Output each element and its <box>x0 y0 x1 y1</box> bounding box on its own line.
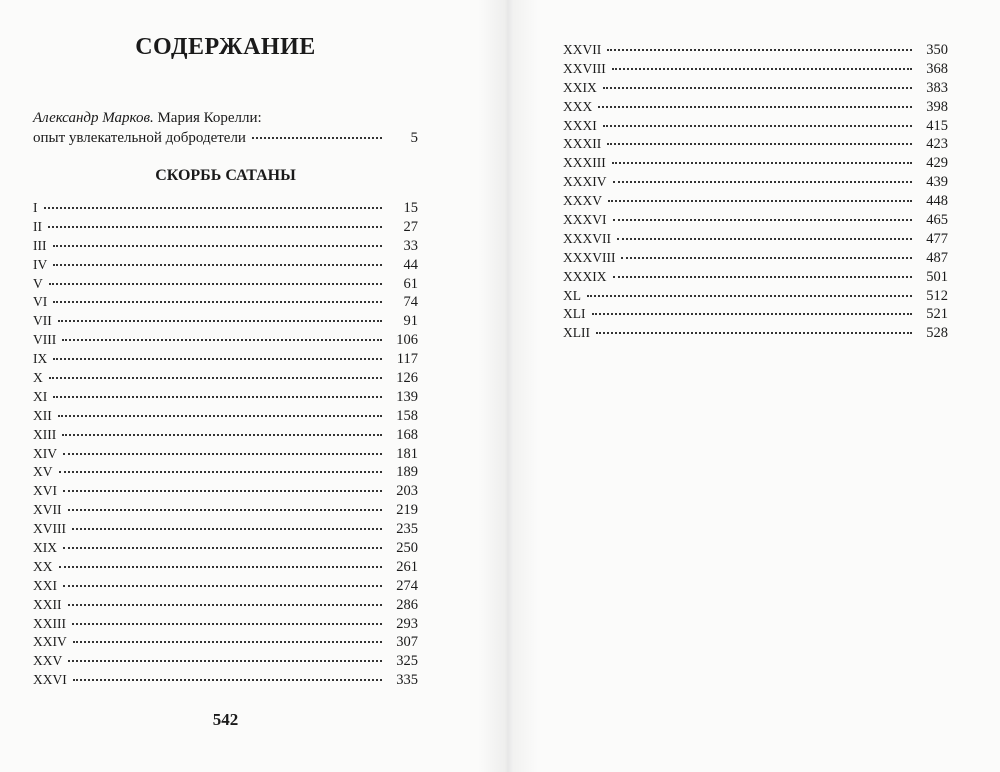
dot-leader <box>62 339 382 341</box>
page-title: СОДЕРЖАНИЕ <box>135 34 316 60</box>
chapter-label: XLI <box>563 306 586 322</box>
dot-leader <box>73 641 382 643</box>
chapter-label: III <box>33 237 47 253</box>
chapter-page-number: 487 <box>926 249 948 266</box>
toc-entry <box>33 199 418 218</box>
dot-leader <box>63 547 382 549</box>
chapter-label: VIII <box>33 332 57 348</box>
toc-entry <box>33 275 418 294</box>
chapter-page-number: 61 <box>403 275 418 292</box>
dot-leader <box>608 200 912 202</box>
chapter-page-number: 286 <box>396 596 418 613</box>
chapter-page-number: 219 <box>396 502 418 519</box>
dot-leader <box>587 295 912 297</box>
toc-entry <box>563 60 948 79</box>
chapter-page-number: 429 <box>926 155 948 172</box>
dot-leader <box>53 264 382 266</box>
chapter-label: XXX <box>563 98 593 114</box>
chapter-page-number: 168 <box>396 426 418 443</box>
dot-leader <box>53 301 382 303</box>
chapter-label: XXXIV <box>563 174 607 190</box>
chapter-label: I <box>33 200 38 215</box>
chapter-label: XXI <box>33 577 57 593</box>
chapter-page-number: 117 <box>396 351 418 368</box>
dot-leader <box>49 283 382 285</box>
chapter-page-number: 521 <box>926 306 948 323</box>
chapter-label: XXII <box>33 596 62 612</box>
chapter-page-number: 512 <box>926 287 948 304</box>
book-gutter <box>478 0 538 772</box>
chapter-label: XXVIII <box>563 60 606 76</box>
intro-entry <box>33 108 418 148</box>
toc-entry <box>563 249 948 268</box>
chapter-label: XVIII <box>33 521 66 537</box>
dot-leader <box>53 245 383 247</box>
chapter-page-number: 181 <box>396 445 418 462</box>
chapter-page-number: 307 <box>396 634 418 651</box>
chapter-page-number: 501 <box>926 268 948 285</box>
dot-leader <box>53 396 382 398</box>
toc-entry <box>563 324 948 343</box>
toc-entry <box>563 287 948 306</box>
chapter-label: XIV <box>33 445 57 461</box>
chapter-label: XXXI <box>563 117 597 133</box>
chapter-page-number: 368 <box>926 60 948 77</box>
dot-leader <box>72 623 382 625</box>
toc-entry <box>563 41 948 60</box>
chapter-label: XIII <box>33 426 57 442</box>
chapter-label: XXVI <box>33 672 67 688</box>
dot-leader <box>58 415 382 417</box>
toc-entry <box>563 192 948 211</box>
dot-leader <box>607 143 912 145</box>
chapter-page-number: 158 <box>396 407 418 424</box>
toc-entry <box>33 218 418 237</box>
toc-entry <box>33 501 418 520</box>
chapter-page-number: 27 <box>403 218 418 235</box>
toc-entry <box>33 426 418 445</box>
chapter-label: XXXVI <box>563 212 607 228</box>
dot-leader <box>613 181 913 183</box>
toc-list-right <box>563 41 948 343</box>
chapter-label: XL <box>563 287 581 303</box>
dot-leader <box>252 137 382 139</box>
dot-leader <box>59 566 383 568</box>
dot-leader <box>53 358 382 360</box>
toc-entry <box>33 237 418 256</box>
chapter-label: V <box>33 275 43 291</box>
dot-leader <box>68 604 383 606</box>
chapter-label: XXXII <box>563 136 602 152</box>
chapter-label: XXXIII <box>563 155 606 171</box>
toc-entry <box>563 173 948 192</box>
chapter-label: IV <box>33 256 48 272</box>
toc-entry <box>563 79 948 98</box>
toc-entry <box>33 350 418 369</box>
dot-leader <box>603 125 912 127</box>
dot-leader <box>617 238 912 240</box>
page-number: 542 <box>212 710 239 729</box>
chapter-page-number: 250 <box>396 540 418 557</box>
dot-leader <box>62 434 382 436</box>
dot-leader <box>613 219 913 221</box>
chapter-page-number: 293 <box>396 615 418 632</box>
chapter-label: XLII <box>563 325 590 341</box>
toc-entry <box>563 154 948 173</box>
toc-entry <box>33 256 418 275</box>
dot-leader <box>598 106 912 108</box>
chapter-label: IX <box>33 351 48 367</box>
dot-leader <box>68 509 383 511</box>
chapter-label: XXVII <box>563 42 602 57</box>
chapter-page-number: 477 <box>926 230 948 247</box>
chapter-page-number: 189 <box>396 464 418 481</box>
chapter-page-number: 15 <box>403 200 418 216</box>
dot-leader <box>48 226 382 228</box>
dot-leader <box>63 453 382 455</box>
chapter-page-number: 528 <box>926 325 948 342</box>
chapter-page-number: 439 <box>926 174 948 191</box>
chapter-label: XXIX <box>563 79 597 95</box>
chapter-page-number: 203 <box>396 483 418 500</box>
chapter-label: XXV <box>33 653 63 669</box>
chapter-label: XI <box>33 388 48 404</box>
chapter-page-number: 126 <box>396 370 418 387</box>
toc-entry <box>563 230 948 249</box>
toc-entry <box>563 305 948 324</box>
chapter-label: XVI <box>33 483 57 499</box>
dot-leader <box>607 49 912 51</box>
toc-entry <box>33 577 418 596</box>
dot-leader <box>612 162 912 164</box>
dot-leader <box>72 528 382 530</box>
chapter-label: XXXVII <box>563 230 611 246</box>
chapter-label: VII <box>33 313 52 329</box>
dot-leader <box>63 490 382 492</box>
toc-entry <box>33 445 418 464</box>
toc-entry <box>33 539 418 558</box>
chapter-page-number: 139 <box>396 388 418 405</box>
toc-entry <box>563 98 948 117</box>
chapter-label: XIX <box>33 540 57 556</box>
chapter-page-number: 325 <box>396 653 418 670</box>
toc-entry <box>33 388 418 407</box>
toc-entry <box>33 369 418 388</box>
toc-entry <box>563 268 948 287</box>
toc-list-left <box>33 199 418 690</box>
chapter-page-number: 423 <box>926 136 948 153</box>
chapter-page-number: 415 <box>926 117 948 134</box>
chapter-label: X <box>33 370 43 386</box>
section-title: СКОРБЬ САТАНЫ <box>155 167 296 184</box>
toc-entry <box>33 407 418 426</box>
chapter-page-number: 106 <box>396 332 418 349</box>
chapter-page-number: 261 <box>396 558 418 575</box>
toc-entry <box>33 482 418 501</box>
dot-leader <box>603 87 912 89</box>
chapter-page-number: 398 <box>926 98 948 115</box>
chapter-label: XV <box>33 464 53 480</box>
chapter-label: XII <box>33 407 52 423</box>
dot-leader <box>596 332 912 334</box>
toc-entry <box>563 135 948 154</box>
chapter-page-number: 448 <box>926 193 948 210</box>
chapter-label: XXXVIII <box>563 249 616 265</box>
chapter-page-number: 465 <box>926 212 948 229</box>
dot-leader <box>592 313 913 315</box>
intro-title-line2: опыт увлекательной добродетели <box>33 130 246 146</box>
chapter-page-number: 335 <box>396 672 418 689</box>
intro-author: Александр Марков. <box>33 110 154 126</box>
toc-entry <box>33 331 418 350</box>
toc-entry <box>33 520 418 539</box>
intro-page-number: 5 <box>410 130 418 146</box>
toc-entry <box>563 211 948 230</box>
chapter-page-number: 33 <box>403 237 418 254</box>
chapter-page-number: 274 <box>396 577 418 594</box>
toc-entry <box>33 312 418 331</box>
chapter-label: XXIV <box>33 634 67 650</box>
dot-leader <box>59 471 383 473</box>
chapter-page-number: 91 <box>403 313 418 330</box>
toc-entry <box>563 117 948 136</box>
dot-leader <box>58 320 382 322</box>
chapter-label: VI <box>33 294 48 310</box>
toc-entry <box>33 633 418 652</box>
toc-entry <box>33 596 418 615</box>
chapter-label: XXIII <box>33 615 66 631</box>
dot-leader <box>613 276 913 278</box>
chapter-label: XXXIX <box>563 268 607 284</box>
intro-title-line1: Мария Корелли: <box>157 110 262 126</box>
toc-entry <box>33 652 418 671</box>
dot-leader <box>63 585 382 587</box>
chapter-label: XVII <box>33 502 62 518</box>
chapter-page-number: 235 <box>396 521 418 538</box>
dot-leader <box>73 679 382 681</box>
toc-entry <box>33 463 418 482</box>
chapter-page-number: 74 <box>403 294 418 311</box>
toc-entry <box>33 671 418 690</box>
chapter-label: II <box>33 218 42 234</box>
chapter-page-number: 350 <box>926 42 948 58</box>
toc-entry <box>33 558 418 577</box>
toc-entry <box>33 293 418 312</box>
dot-leader <box>44 207 383 209</box>
dot-leader <box>49 377 382 379</box>
chapter-page-number: 383 <box>926 79 948 96</box>
chapter-page-number: 44 <box>403 256 418 273</box>
dot-leader <box>612 68 912 70</box>
dot-leader <box>68 660 382 662</box>
chapter-label: XXXV <box>563 193 602 209</box>
chapter-label: XX <box>33 558 53 574</box>
toc-entry <box>33 615 418 634</box>
dot-leader <box>621 257 912 259</box>
